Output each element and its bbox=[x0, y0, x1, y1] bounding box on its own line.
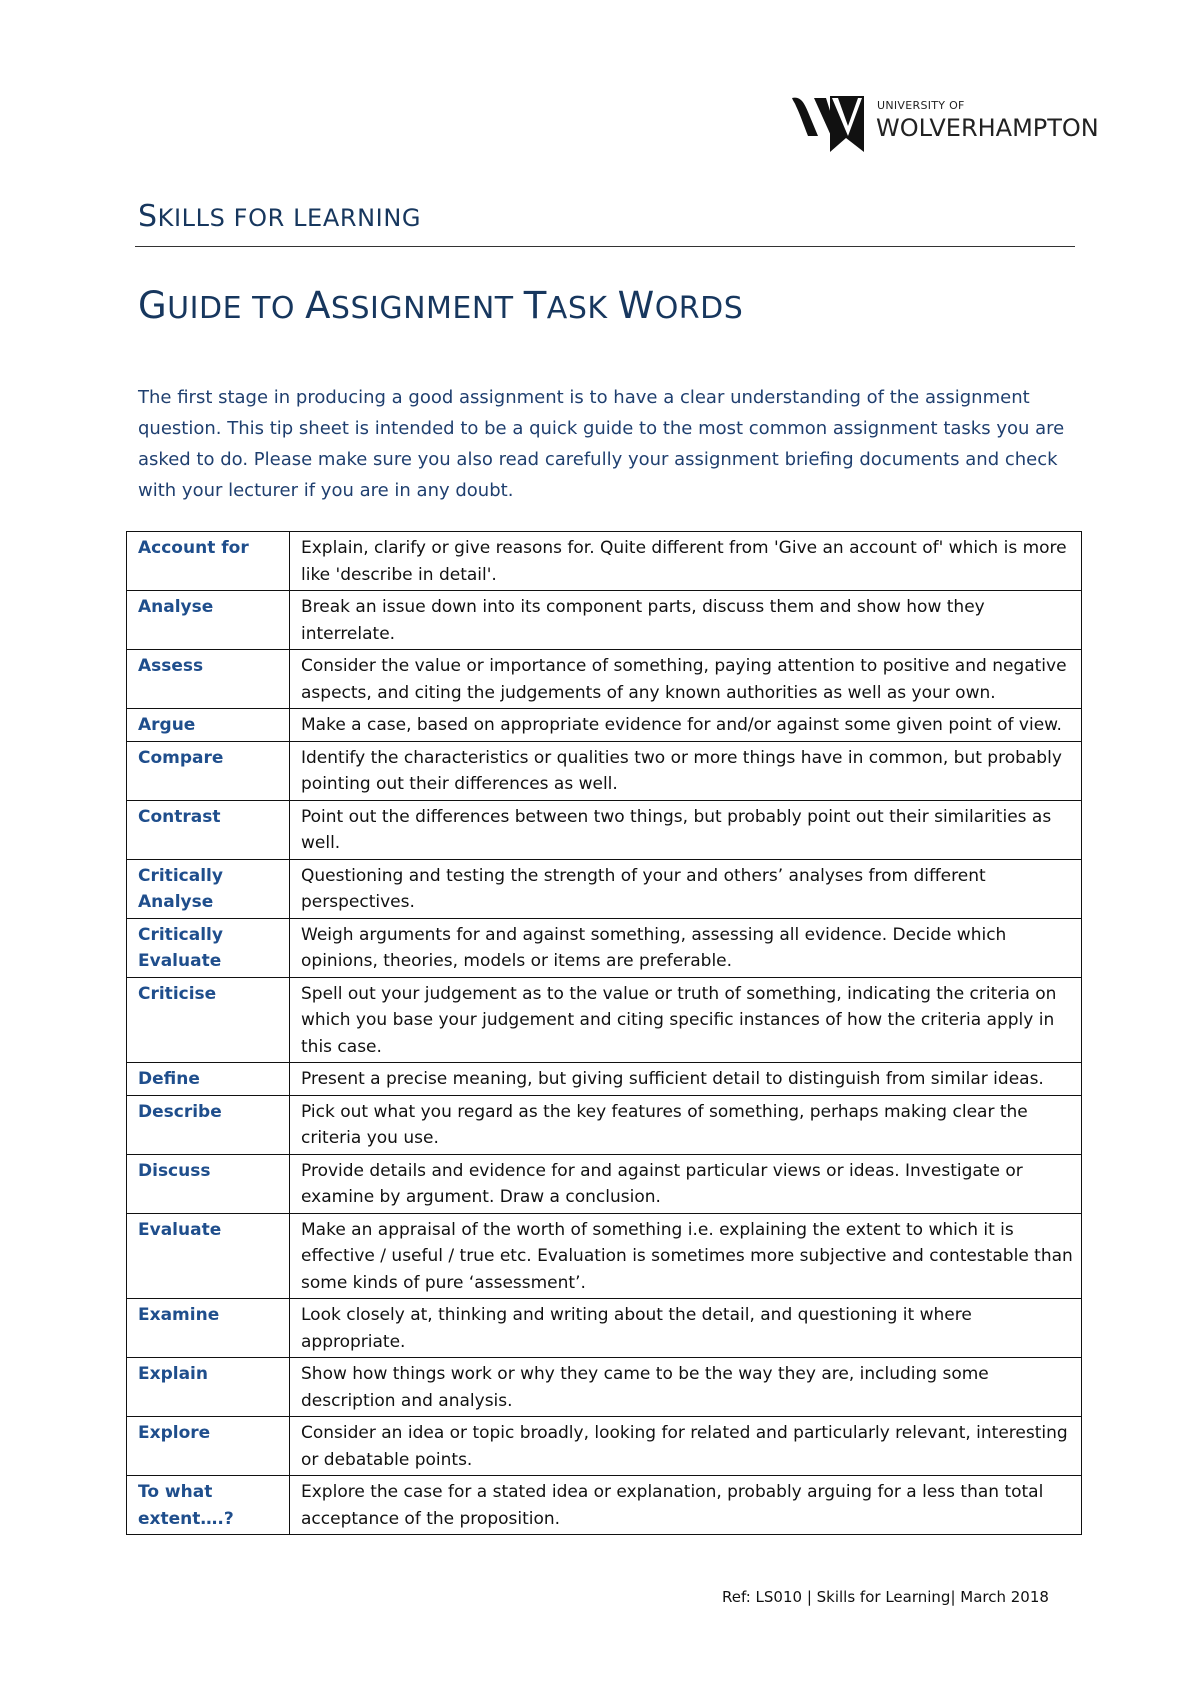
task-term: To what extent….? bbox=[127, 1476, 290, 1535]
table-row bbox=[127, 709, 1082, 742]
table-row bbox=[127, 1476, 1082, 1535]
task-term: Explore bbox=[127, 1417, 290, 1476]
table-row bbox=[127, 977, 1082, 1063]
task-definition: Break an issue down into its component parts, discuss them and show how they interrelate. bbox=[290, 591, 1082, 650]
table-row bbox=[127, 1213, 1082, 1299]
table-row bbox=[127, 741, 1082, 800]
task-term: Evaluate bbox=[127, 1213, 290, 1299]
intro-paragraph: The first stage in producing a good assignment is to have a clear understanding of the assignment question. This tip sheet is intended to be a quick guide to the most common assignment tasks you are asked to do. Please make sure you also read carefully your assignment briefing documents and check with your lecturer if you are in any doubt. bbox=[138, 387, 1065, 501]
document-title: GUIDE TO ASSIGNMENT TASK WORDS bbox=[138, 284, 744, 327]
logo-text-university-of: UNIVERSITY OF bbox=[877, 99, 965, 112]
task-definition: Make an appraisal of the worth of something i.e. explaining the extent to which it is effective / useful / true etc. Evaluation is sometimes more subjective and contestable than some kinds of pure ‘assessment’. bbox=[290, 1213, 1082, 1299]
university-logo bbox=[792, 92, 1099, 156]
task-term: Argue bbox=[127, 709, 290, 742]
task-definition: Explain, clarify or give reasons for. Quite different from 'Give an account of' which is more like 'describe in detail'. bbox=[290, 532, 1082, 591]
task-definition: Show how things work or why they came to be the way they are, including some description and analysis. bbox=[290, 1358, 1082, 1417]
table-row bbox=[127, 859, 1082, 918]
table-row bbox=[127, 1417, 1082, 1476]
task-definition: Look closely at, thinking and writing about the detail, and questioning it where appropriate. bbox=[290, 1299, 1082, 1358]
table-row bbox=[127, 591, 1082, 650]
footer-reference: Ref: LS010 | Skills for Learning| March 2018 bbox=[722, 1588, 1049, 1606]
task-definition: Consider an idea or topic broadly, looking for related and particularly relevant, interesting or debatable points. bbox=[290, 1417, 1082, 1476]
table-row bbox=[127, 1063, 1082, 1096]
task-term: Critically Evaluate bbox=[127, 918, 290, 977]
task-definition: Explore the case for a stated idea or explanation, probably arguing for a less than total acceptance of the proposition. bbox=[290, 1476, 1082, 1535]
task-words-table bbox=[126, 531, 1082, 1535]
table-row bbox=[127, 1154, 1082, 1213]
task-term: Assess bbox=[127, 650, 290, 709]
university-logo-mark bbox=[792, 92, 874, 156]
task-definition: Make a case, based on appropriate evidence for and/or against some given point of view. bbox=[290, 709, 1082, 742]
task-term: Discuss bbox=[127, 1154, 290, 1213]
task-term: Compare bbox=[127, 741, 290, 800]
section-heading: SKILLS FOR LEARNING bbox=[138, 199, 422, 234]
task-definition: Present a precise meaning, but giving sufficient detail to distinguish from similar ideas. bbox=[290, 1063, 1082, 1096]
task-term: Define bbox=[127, 1063, 290, 1096]
task-term: Examine bbox=[127, 1299, 290, 1358]
table-row bbox=[127, 1299, 1082, 1358]
task-definition: Point out the differences between two things, but probably point out their similarities as well. bbox=[290, 800, 1082, 859]
table-row bbox=[127, 1358, 1082, 1417]
task-term: Describe bbox=[127, 1095, 290, 1154]
task-definition: Provide details and evidence for and against particular views or ideas. Investigate or examine by argument. Draw a conclusion. bbox=[290, 1154, 1082, 1213]
heading-divider bbox=[135, 246, 1075, 247]
task-definition: Spell out your judgement as to the value or truth of something, indicating the criteria on which you base your judgement and citing specific instances of how the criteria apply in this case. bbox=[290, 977, 1082, 1063]
task-term: Contrast bbox=[127, 800, 290, 859]
task-definition: Consider the value or importance of something, paying attention to positive and negative aspects, and citing the judgements of any known authorities as well as your own. bbox=[290, 650, 1082, 709]
table-row bbox=[127, 650, 1082, 709]
table-row bbox=[127, 532, 1082, 591]
task-definition: Questioning and testing the strength of your and others’ analyses from different perspectives. bbox=[290, 859, 1082, 918]
table-row bbox=[127, 918, 1082, 977]
task-term: Explain bbox=[127, 1358, 290, 1417]
task-term: Criticise bbox=[127, 977, 290, 1063]
logo-text-wolverhampton: WOLVERHAMPTON bbox=[876, 114, 1099, 142]
task-definition: Weigh arguments for and against something, assessing all evidence. Decide which opinions, theories, models or items are preferable. bbox=[290, 918, 1082, 977]
task-definition: Pick out what you regard as the key features of something, perhaps making clear the criteria you use. bbox=[290, 1095, 1082, 1154]
table-row bbox=[127, 800, 1082, 859]
task-definition: Identify the characteristics or qualities two or more things have in common, but probably pointing out their differences as well. bbox=[290, 741, 1082, 800]
task-term: Critically Analyse bbox=[127, 859, 290, 918]
task-term: Account for bbox=[127, 532, 290, 591]
table-row bbox=[127, 1095, 1082, 1154]
task-term: Analyse bbox=[127, 591, 290, 650]
